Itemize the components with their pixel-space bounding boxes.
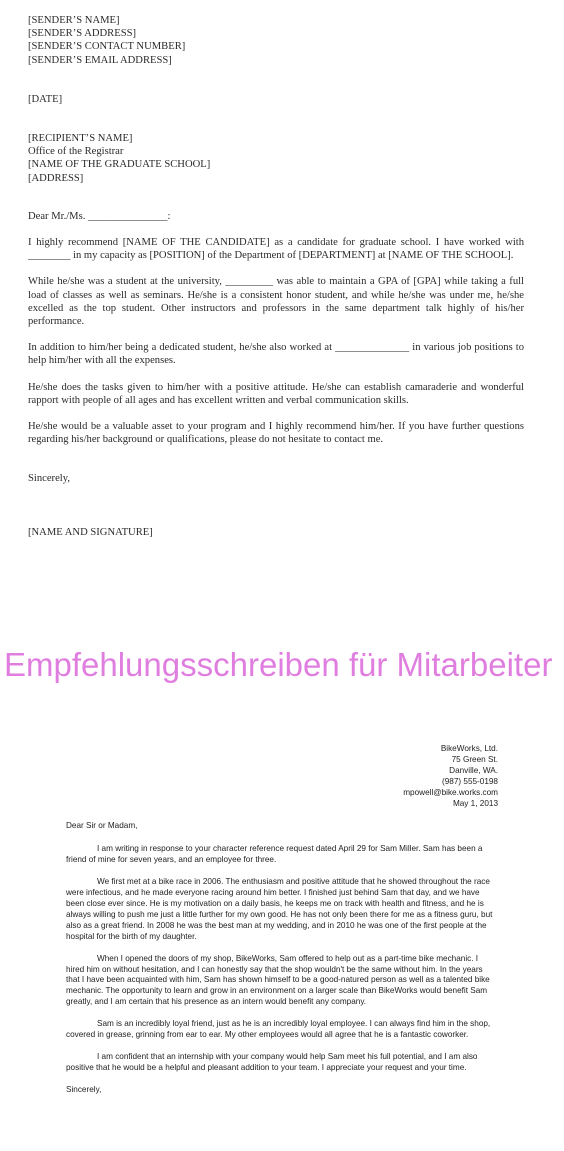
company-city: Danville, WA. <box>449 765 498 775</box>
page-title-banner: Empfehlungsschreiben für Mitarbeiter <box>4 646 553 683</box>
company-name: BikeWorks, Ltd. <box>440 744 498 753</box>
body-paragraph: We first met at a bike race in 2006. The enthusiasm and positive attitude that he showed throughout the race were infectious, and he made everyone racing around him better. I finished just behind Sam that day, and we have been close ever since. He is my motivation on a daily basis, he keeps me on track with health and fitness, and he is always willing to push me just a little further for my own good. He has not only been there for me as a fitness guru, but also as a great friend. In 2008 he was the best man at my wedding, and in 2010 he was one of the first people at the hospital for the birth of my daughter. <box>66 877 493 941</box>
company-email: mpowell@bike.works.com <box>403 787 498 797</box>
body-paragraph: I highly recommend [NAME OF THE CANDIDATE] as a candidate for graduate school. I have worked with ________ in my capacity as [POSITION] of the Department of [DEPARTMENT] at [NAME OF THE SCHOOL]. <box>28 237 524 262</box>
closing <box>28 472 524 485</box>
salutation-text: Dear Mr./Ms. _______________: <box>28 210 171 222</box>
signature-text: [NAME AND SIGNATURE] <box>28 526 153 538</box>
body-paragraph: When I opened the doors of my shop, BikeWorks, Sam offered to help out as a part-time bike mechanic. I hired him on without hesitation, and I can honestly say that the shop wouldn't be the same without him. In the years that I have been acquainted with him, Sam has shown himself to be a good-natured person as well as a talented bike mechanic. The opportunity to learn and grow in an environment on a larger scale than BikeWorks would benefit Sam greatly, and I am certain that his presence as an intern would benefit any company. <box>66 953 490 1007</box>
body-paragraph: In addition to him/her being a dedicated student, he/she also worked at ______________ in various job positions to help him/her with all the expenses. <box>28 342 524 367</box>
recipient-block <box>28 132 524 185</box>
date-block <box>28 93 524 106</box>
closing-text: Sincerely, <box>28 473 70 485</box>
sender-name: [SENDER’S NAME] <box>28 15 120 26</box>
company-header <box>66 744 498 809</box>
recipient-school: [NAME OF THE GRADUATE SCHOOL] <box>28 159 211 171</box>
sender-email-address: [SENDER’S EMAIL ADDRESS] <box>28 54 172 66</box>
closing: Sincerely, <box>66 1084 102 1094</box>
sender-address: [SENDER’S ADDRESS] <box>28 28 137 40</box>
body-paragraph: He/she would be a valuable asset to your program and I highly recommend him/her. If you have further questions regarding his/her background or qualifications, please do not hesitate to contact me. <box>28 421 524 446</box>
signature <box>28 526 524 539</box>
body-paragraph: I am writing in response to your character reference request dated April 29 for Sam Miller. Sam has been a friend of mine for seven years, and an employee for three. <box>66 844 483 865</box>
body-paragraph: I am confident that an internship with your company would help Sam meet his full potential, and I am also positive that he would be a helpful and pleasant addition to your team. I appreciate your request and your time. <box>66 1051 478 1072</box>
letter-date: May 1, 2013 <box>452 798 498 808</box>
salutation: Dear Sir or Madam, <box>66 821 138 831</box>
recipient-office: Office of the Registrar <box>28 146 124 158</box>
company-street: 75 Green St. <box>451 754 498 764</box>
sender-contact-number: [SENDER’S CONTACT NUMBER] <box>28 41 186 53</box>
salutation <box>28 210 524 223</box>
body-paragraph: While he/she was a student at the university, _________ was able to maintain a GPA of [GPA] while taking a full load of classes as well as seminars. He/she is a consistent honor student, and while he/she was under me, he/she excelled as the top student. Other instructors and professors in the same department talk highly of his/her performance. <box>28 276 524 328</box>
sender-block <box>28 14 524 67</box>
character-reference-letter <box>66 744 498 1096</box>
recipient-name: [RECIPIENT’S NAME] <box>28 133 133 145</box>
body-paragraph: Sam is an incredibly loyal friend, just as he is an incredibly loyal employee. I can always find him in the shop, covered in grease, grinning from ear to ear. My other employees would all agree that he is a fantastic coworker. <box>66 1019 491 1040</box>
company-phone: (987) 555-0198 <box>442 776 498 786</box>
letter-date: [DATE] <box>28 93 63 105</box>
graduate-recommendation-letter <box>28 14 524 539</box>
recipient-address: [ADDRESS] <box>28 172 84 184</box>
body-paragraph: He/she does the tasks given to him/her with a positive attitude. He/she can establish camaraderie and wonderful rapport with people of all ages and has excellent written and verbal communication skills. <box>28 381 524 406</box>
